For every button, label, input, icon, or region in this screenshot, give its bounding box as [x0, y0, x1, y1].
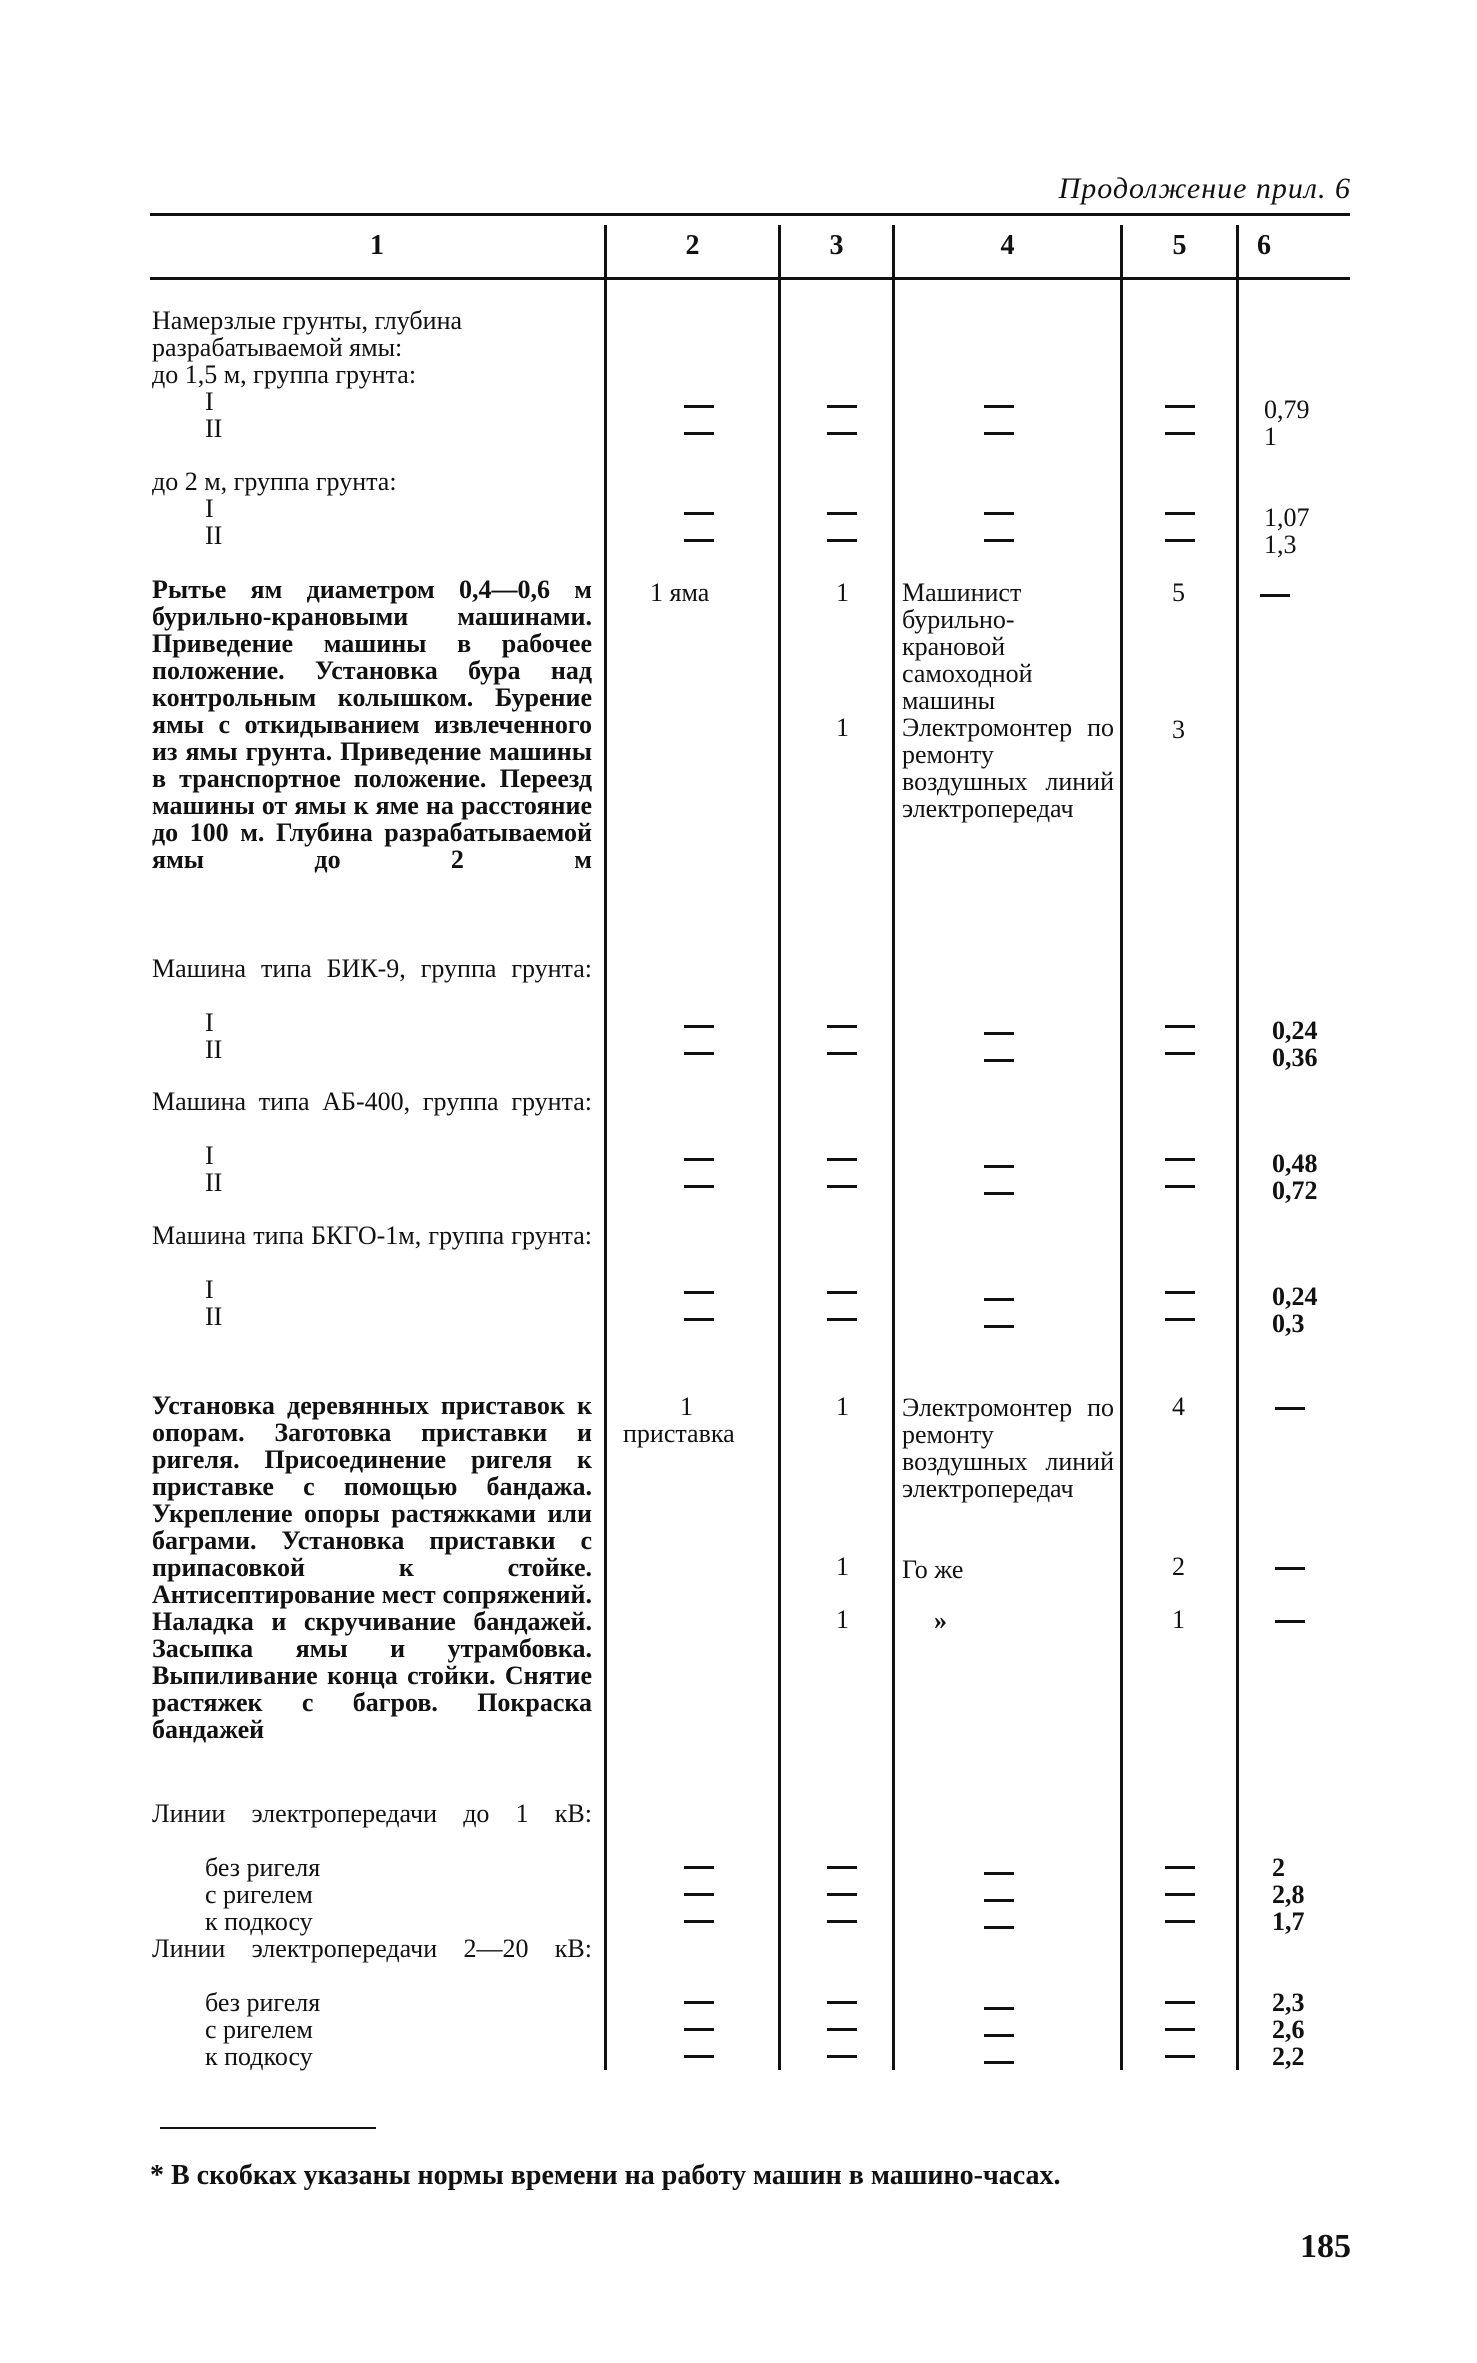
empty-cell-dash	[984, 1165, 1014, 1168]
soil-group-label: I	[205, 1275, 214, 1304]
empty-cell-dash	[1165, 1025, 1195, 1028]
empty-cell-dash	[827, 1025, 857, 1028]
empty-cell-dash	[827, 2055, 857, 2058]
norm-value: 2	[1272, 1853, 1285, 1882]
norm-value: 0,24	[1272, 1282, 1318, 1311]
empty-cell-dash	[984, 405, 1014, 408]
empty-cell-dash	[684, 539, 714, 542]
empty-cell-dash	[1165, 1866, 1195, 1869]
workers-count: 1	[836, 1392, 849, 1421]
worker-profession: Го же	[902, 1555, 964, 1584]
empty-cell-dash	[984, 1872, 1014, 1875]
machine-type-label: Машина типа АБ-400, группа грунта:	[152, 1087, 592, 1116]
empty-cell-dash	[827, 1893, 857, 1896]
section-drilling-description: Рытье ям диаметром 0,4—0,6 м бурильно-крановыми машинами. Приведение машины в рабочее положение. Установка бура над контрольным колышком. Бурение ямы с откидыванием извлеченного из ямы грунта. Приведение машины в транспортное положение. Переезд машины от ямы к яме на расстояние до 100 м. Глубина разрабатываемой ямы до 2 м	[152, 575, 592, 874]
column-header: 2	[685, 230, 700, 261]
column-header: 3	[829, 230, 844, 261]
empty-cell-dash	[984, 1899, 1014, 1902]
empty-cell-dash	[984, 1059, 1014, 1062]
section-attachment-description: Установка деревянных приставок к опорам. Заготовка приставки и ригеля. Присоединение ригеля к приставке с помощью бандажа. Укрепление опоры растяжками или баграми. Установка приставки с припасовкой к стойке. Антисептирование мест сопряжений. Наладка и скручивание бандажей. Засыпка ямы и утрамбовка. Выпиливание конца стойки. Снятие растяжек с багров. Покраска бандажей	[152, 1391, 592, 1744]
soil-group-label: I	[205, 1008, 214, 1037]
norm-value: 1,3	[1264, 530, 1297, 559]
worker-profession: Электромонтер по ремонту воздушных линий электропередач	[902, 1393, 1114, 1503]
empty-cell-dash	[684, 1291, 714, 1294]
empty-cell-dash	[984, 2034, 1014, 2037]
empty-cell-dash	[684, 405, 714, 408]
norm-value: 2,8	[1272, 1880, 1305, 1909]
line-type-label: Линии электропередачи до 1 кВ:	[152, 1799, 592, 1828]
empty-cell-dash	[984, 1192, 1014, 1195]
norm-value: 1,7	[1272, 1907, 1305, 1936]
empty-cell-dash	[827, 539, 857, 542]
empty-cell-dash	[984, 2061, 1014, 2064]
section-frozen-soil-subtitle: до 1,5 м, группа грунта:	[152, 360, 417, 389]
norm-value: 1	[1264, 422, 1277, 451]
unit-value: 1	[680, 1392, 693, 1421]
column-header: 4	[1000, 230, 1015, 261]
column-divider	[1120, 225, 1123, 2070]
unit-value: 1 яма	[650, 578, 710, 607]
continuation-caption: Продолжение прил. 6	[1058, 172, 1351, 205]
empty-cell-dash	[827, 1052, 857, 1055]
empty-cell-dash	[1165, 2001, 1195, 2004]
mounting-variant: к подкосу	[205, 1907, 313, 1936]
empty-cell-dash	[827, 405, 857, 408]
soil-group-label: I	[205, 387, 214, 416]
worker-grade: 4	[1172, 1392, 1185, 1421]
page-number: 185	[1300, 2228, 1351, 2265]
empty-cell-dash	[1165, 2028, 1195, 2031]
line-type-label: Линии электропередачи 2—20 кВ:	[152, 1934, 592, 1963]
soil-group-label: I	[205, 494, 214, 523]
norm-value: 1,07	[1264, 503, 1310, 532]
column-divider	[892, 225, 895, 2070]
empty-cell-dash	[984, 2007, 1014, 2010]
worker-grade: 5	[1172, 578, 1185, 607]
empty-cell-dash	[684, 512, 714, 515]
empty-cell-dash	[827, 1866, 857, 1869]
workers-count: 1	[836, 1605, 849, 1634]
column-header: 1	[370, 230, 384, 261]
empty-cell-dash	[827, 2001, 857, 2004]
soil-group-label: II	[205, 521, 223, 550]
soil-group-label: II	[205, 1168, 223, 1197]
empty-cell-dash	[684, 2001, 714, 2004]
empty-cell-dash	[827, 1318, 857, 1321]
empty-cell-dash	[984, 432, 1014, 435]
column-divider	[778, 225, 781, 2070]
empty-cell-dash	[684, 1920, 714, 1923]
empty-cell-dash	[984, 1298, 1014, 1301]
workers-count: 1	[836, 713, 849, 742]
empty-cell-dash	[1165, 432, 1195, 435]
empty-cell-dash	[684, 1893, 714, 1896]
empty-cell-dash	[684, 1158, 714, 1161]
ditto-mark: »	[934, 1606, 947, 1635]
empty-cell-dash	[827, 1291, 857, 1294]
soil-group-label: II	[205, 414, 223, 443]
empty-cell-dash	[684, 432, 714, 435]
norm-value: 0,36	[1272, 1043, 1318, 1072]
norm-value: 0,48	[1272, 1149, 1318, 1178]
norm-value: 0,3	[1272, 1309, 1305, 1338]
unit-value: приставка	[623, 1419, 735, 1448]
empty-cell-dash	[827, 2028, 857, 2031]
norm-value: 0,79	[1264, 395, 1310, 424]
empty-cell-dash	[684, 1185, 714, 1188]
table-header-rule	[150, 277, 1350, 280]
empty-cell-dash	[684, 2055, 714, 2058]
empty-cell-dash	[827, 1920, 857, 1923]
empty-cell-dash	[1165, 1052, 1195, 1055]
section-frozen-soil-title: разрабатываемой ямы:	[152, 333, 403, 362]
empty-cell-dash	[1165, 512, 1195, 515]
worker-profession: Машинист бурильно-крановой самоходной машины	[902, 578, 1033, 715]
empty-cell-dash	[827, 432, 857, 435]
empty-cell-dash	[1260, 594, 1290, 597]
empty-cell-dash	[1275, 1620, 1305, 1623]
column-header: 5	[1172, 230, 1187, 261]
empty-cell-dash	[1165, 2055, 1195, 2058]
empty-cell-dash	[1165, 1291, 1195, 1294]
empty-cell-dash	[984, 512, 1014, 515]
empty-cell-dash	[684, 1052, 714, 1055]
norm-value: 0,72	[1272, 1176, 1318, 1205]
footnote-rule	[160, 2127, 376, 2129]
empty-cell-dash	[827, 1185, 857, 1188]
empty-cell-dash	[1165, 1158, 1195, 1161]
soil-group-label: II	[205, 1302, 223, 1331]
empty-cell-dash	[1275, 1407, 1305, 1410]
norm-value: 2,3	[1272, 1988, 1305, 2017]
empty-cell-dash	[684, 1318, 714, 1321]
norm-value: 2,2	[1272, 2042, 1305, 2071]
norm-value: 2,6	[1272, 2015, 1305, 2044]
column-divider	[604, 225, 607, 2070]
column-divider	[1236, 225, 1239, 2070]
mounting-variant: без ригеля	[205, 1853, 321, 1882]
empty-cell-dash	[1275, 1567, 1305, 1570]
mounting-variant: без ригеля	[205, 1988, 321, 2017]
section-frozen-soil-title: Намерзлые грунты, глубина	[152, 306, 463, 335]
empty-cell-dash	[684, 1025, 714, 1028]
empty-cell-dash	[827, 512, 857, 515]
column-header: 6	[1257, 230, 1271, 261]
empty-cell-dash	[827, 1158, 857, 1161]
worker-profession: Электромонтер по ремонту воздушных линий электропередач	[902, 713, 1114, 823]
mounting-variant: к подкосу	[205, 2042, 313, 2071]
empty-cell-dash	[1165, 1185, 1195, 1188]
empty-cell-dash	[1165, 1893, 1195, 1896]
norm-value: 0,24	[1272, 1016, 1318, 1045]
empty-cell-dash	[684, 2028, 714, 2031]
worker-grade: 2	[1172, 1552, 1185, 1581]
section-frozen-soil-subtitle: до 2 м, группа грунта:	[152, 467, 397, 496]
empty-cell-dash	[984, 1032, 1014, 1035]
workers-count: 1	[836, 578, 849, 607]
machine-type-label: Машина типа БИК-9, группа грунта:	[152, 954, 592, 983]
empty-cell-dash	[1165, 1318, 1195, 1321]
worker-grade: 3	[1172, 715, 1185, 744]
empty-cell-dash	[1165, 539, 1195, 542]
table-top-rule	[150, 213, 1350, 216]
machine-type-label: Машина типа БКГО-1м, группа грунта:	[152, 1221, 592, 1250]
empty-cell-dash	[984, 1325, 1014, 1328]
empty-cell-dash	[984, 539, 1014, 542]
soil-group-label: II	[205, 1035, 223, 1064]
mounting-variant: с ригелем	[205, 1880, 313, 1909]
workers-count: 1	[836, 1552, 849, 1581]
empty-cell-dash	[1165, 405, 1195, 408]
mounting-variant: с ригелем	[205, 2015, 313, 2044]
footnote: * В скобках указаны нормы времени на работу машин в машино-часах.	[150, 2160, 1061, 2191]
worker-grade: 1	[1172, 1605, 1185, 1634]
soil-group-label: I	[205, 1141, 214, 1170]
empty-cell-dash	[984, 1926, 1014, 1929]
empty-cell-dash	[684, 1866, 714, 1869]
empty-cell-dash	[1165, 1920, 1195, 1923]
